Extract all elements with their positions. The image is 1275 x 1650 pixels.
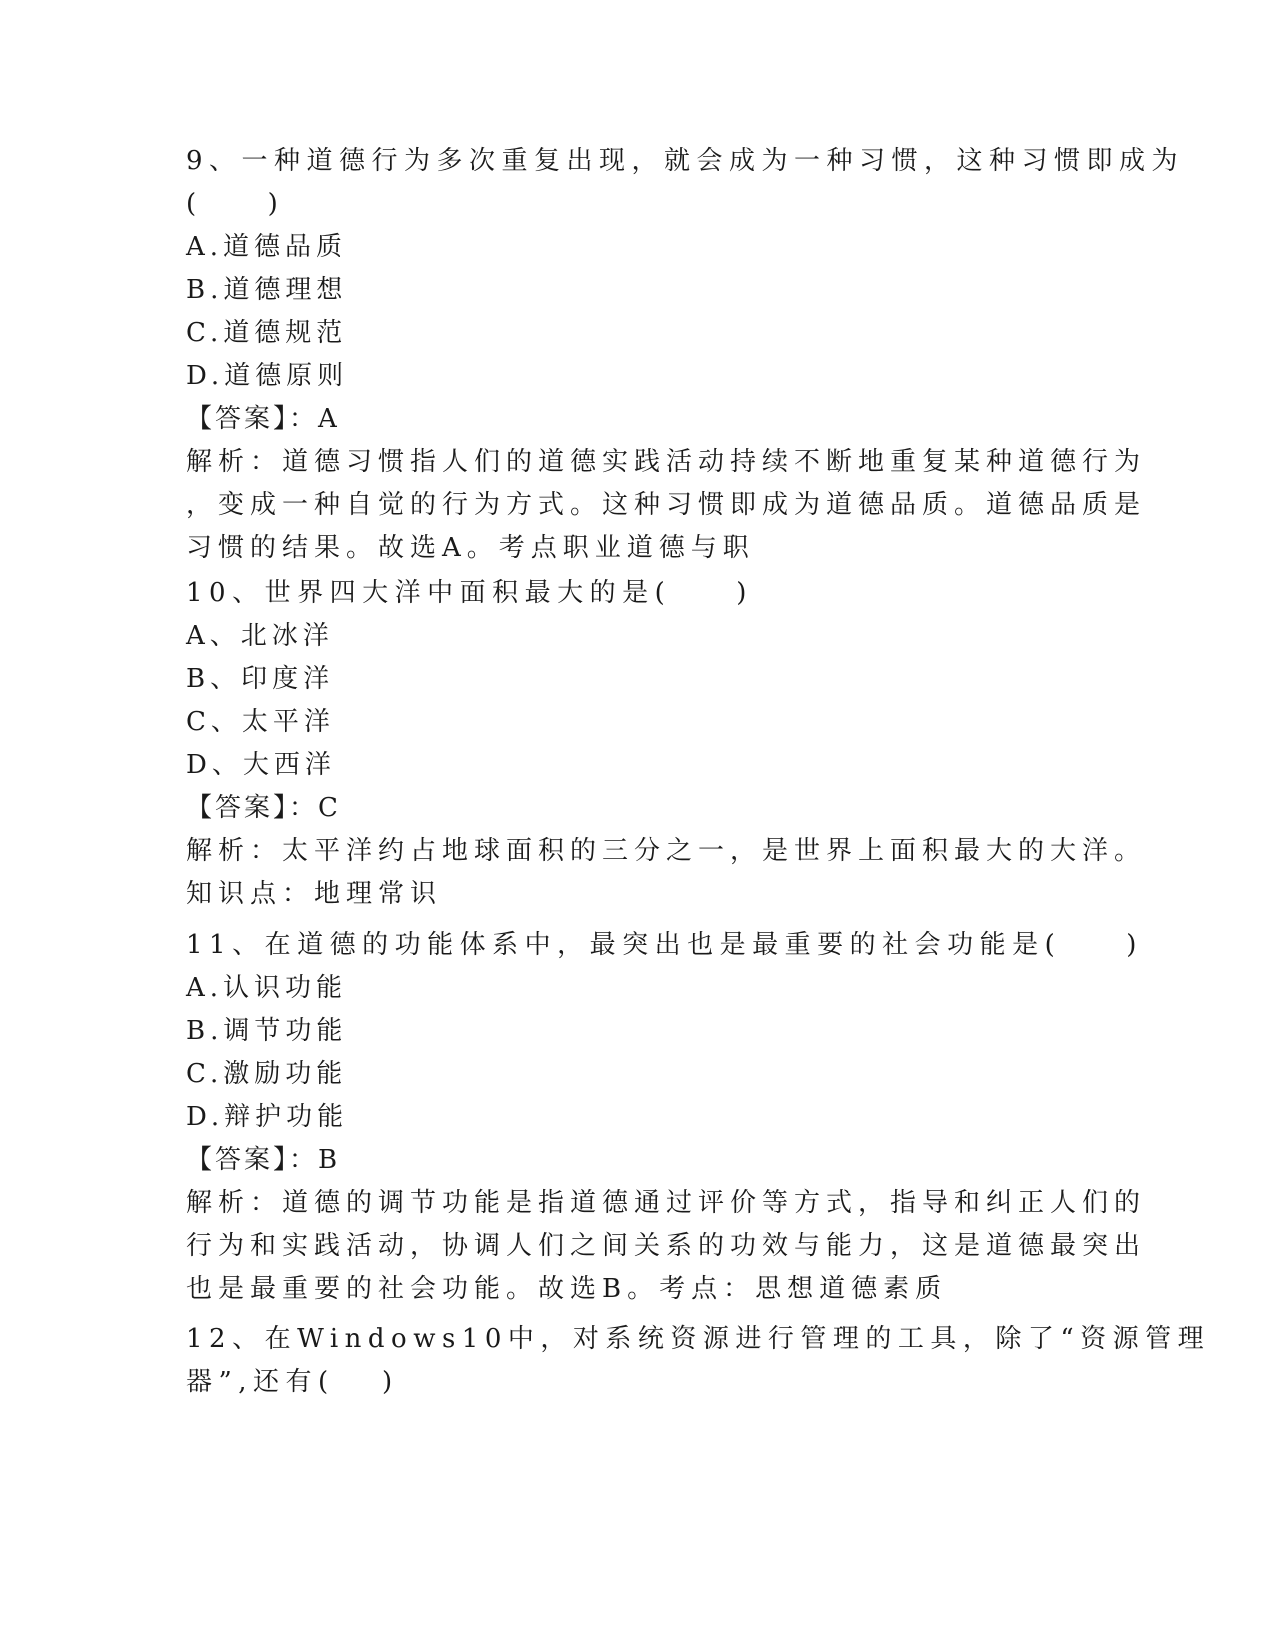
- question-stem-line: 器”,还有( ): [186, 1367, 399, 1397]
- question-12: [186, 1318, 1211, 1404]
- option-a: A、北冰洋: [186, 621, 334, 651]
- analysis-line: 也是最重要的社会功能。故选B。考点：思想道德素质: [186, 1274, 948, 1304]
- option-c: C、太平洋: [186, 707, 335, 737]
- analysis-line: 习惯的结果。故选A。考点职业道德与职: [186, 533, 755, 563]
- analysis-line: 解析：道德的调节功能是指道德通过评价等方式，指导和纠正人们的: [186, 1188, 1147, 1218]
- question-9: [186, 140, 1185, 570]
- option-c: C.道德规范: [186, 318, 348, 348]
- option-d: D.辩护功能: [186, 1102, 349, 1132]
- option-b: B.调节功能: [186, 1016, 348, 1046]
- analysis-line: ，变成一种自觉的行为方式。这种习惯即成为道德品质。道德品质是: [186, 490, 1147, 520]
- answer-line: 【答案】：A: [186, 404, 340, 434]
- analysis-line: 知识点：地理常识: [186, 879, 443, 909]
- option-b: B.道德理想: [186, 275, 348, 305]
- option-c: C.激励功能: [186, 1059, 348, 1089]
- option-d: D.道德原则: [186, 361, 349, 391]
- option-b: B、印度洋: [186, 664, 335, 694]
- option-a: A.认识功能: [186, 973, 348, 1003]
- option-d: D、大西洋: [186, 750, 336, 780]
- question-stem-line: 11、在道德的功能体系中，最突出也是最重要的社会功能是( ): [186, 930, 1143, 960]
- answer-line: 【答案】：C: [186, 793, 341, 823]
- answer-line: 【答案】：B: [186, 1145, 341, 1175]
- question-stem-line: 9、一种道德行为多次重复出现，就会成为一种习惯，这种习惯即成为: [186, 146, 1185, 176]
- analysis-line: 解析：太平洋约占地球面积的三分之一，是世界上面积最大的大洋。: [186, 836, 1147, 866]
- question-stem-line: 10、世界四大洋中面积最大的是( ): [186, 578, 753, 608]
- question-stem-line: ( ): [186, 189, 285, 219]
- analysis-line: 行为和实践活动，协调人们之间关系的功效与能力，这是道德最突出: [186, 1231, 1147, 1261]
- question-11: [186, 924, 1147, 1311]
- question-stem-line: 12、在Windows10中，对系统资源进行管理的工具，除了“资源管理: [186, 1324, 1211, 1354]
- option-a: A.道德品质: [186, 232, 348, 262]
- analysis-line: 解析：道德习惯指人们的道德实践活动持续不断地重复某种道德行为: [186, 447, 1147, 477]
- question-10: [186, 572, 1147, 916]
